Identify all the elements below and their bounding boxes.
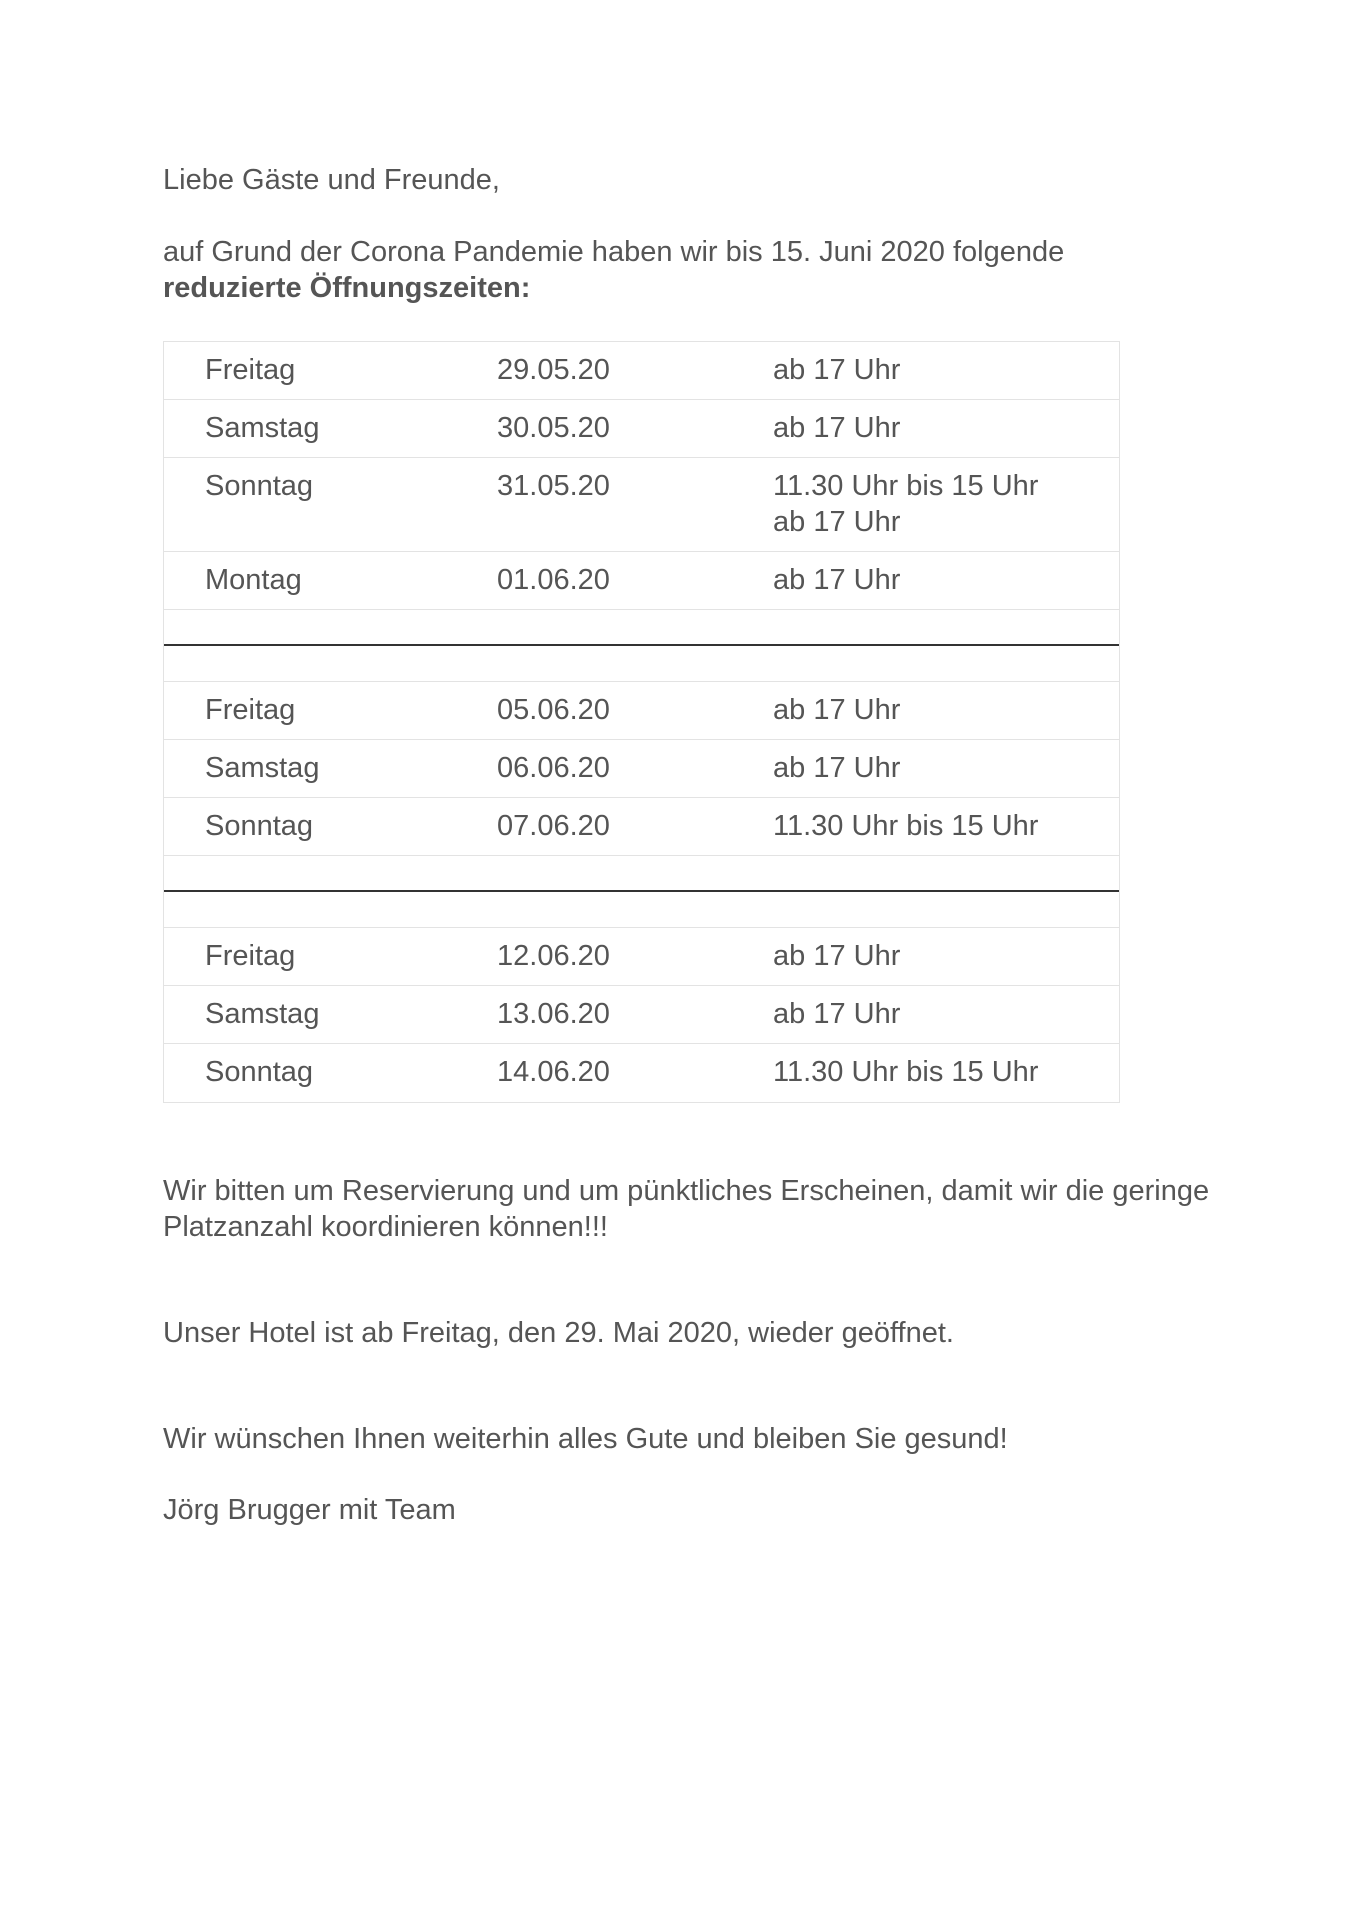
date-cell: 30.05.20: [497, 412, 610, 444]
table-row: [164, 740, 1119, 798]
table-row: [164, 986, 1119, 1044]
date-cell: 06.06.20: [497, 752, 610, 784]
day-cell: Sonntag: [205, 810, 314, 842]
time-cell: ab 17 Uhr: [773, 940, 901, 972]
reservation-line: Platzanzahl koordinieren können!!!: [163, 1211, 608, 1243]
day-cell: Freitag: [205, 940, 296, 972]
reservation-line: Wir bitten um Reservierung und um pünktliches Erscheinen, damit wir die geringe: [163, 1175, 1210, 1207]
opening-hours-table: [163, 341, 1120, 1103]
hotel-note: Unser Hotel ist ab Freitag, den 29. Mai 2020, wieder geöffnet.: [163, 1317, 954, 1349]
day-cell: Samstag: [205, 412, 320, 444]
group-separator: [164, 856, 1119, 892]
day-cell: Sonntag: [205, 470, 314, 502]
table-row: [164, 682, 1119, 740]
day-cell: Montag: [205, 564, 302, 596]
date-cell: 29.05.20: [497, 354, 610, 386]
day-cell: Freitag: [205, 694, 296, 726]
date-cell: 01.06.20: [497, 564, 610, 596]
date-cell: 14.06.20: [497, 1056, 610, 1088]
time-line: 11.30 Uhr bis 15 Uhr: [773, 470, 1039, 502]
reservation-note: [163, 1173, 1223, 1245]
time-cell: ab 17 Uhr: [773, 412, 901, 444]
table-row: [164, 400, 1119, 458]
time-cell: ab 17 Uhr: [773, 564, 901, 596]
empty-row: [164, 646, 1119, 682]
date-cell: 07.06.20: [497, 810, 610, 842]
time-cell: 11.30 Uhr bis 15 Uhr: [773, 1056, 1039, 1088]
day-cell: Sonntag: [205, 1056, 314, 1088]
time-cell: ab 17 Uhr: [773, 354, 901, 386]
day-cell: Freitag: [205, 354, 296, 386]
empty-row: [164, 892, 1119, 928]
date-cell: 05.06.20: [497, 694, 610, 726]
time-cell: ab 17 Uhr: [773, 998, 901, 1030]
time-line: ab 17 Uhr: [773, 506, 901, 538]
date-cell: 31.05.20: [497, 470, 610, 502]
table-row: [164, 1044, 1119, 1102]
time-cell: ab 17 Uhr: [773, 694, 901, 726]
day-cell: Samstag: [205, 998, 320, 1030]
table-row: [164, 552, 1119, 610]
intro-line: auf Grund der Corona Pandemie haben wir bis 15. Juni 2020 folgende: [163, 236, 1065, 268]
group-separator: [164, 610, 1119, 646]
day-cell: Samstag: [205, 752, 320, 784]
date-cell: 12.06.20: [497, 940, 610, 972]
table-row: [164, 342, 1119, 400]
intro-bold-heading: reduzierte Öffnungszeiten:: [163, 272, 531, 304]
table-row: [164, 928, 1119, 986]
time-cell: ab 17 Uhr: [773, 752, 901, 784]
date-cell: 13.06.20: [497, 998, 610, 1030]
intro-paragraph: [163, 234, 1223, 306]
wishes: Wir wünschen Ihnen weiterhin alles Gute und bleiben Sie gesund!: [163, 1423, 1008, 1455]
time-cell: 11.30 Uhr bis 15 Uhr: [773, 810, 1039, 842]
signature: Jörg Brugger mit Team: [163, 1494, 456, 1526]
table-row: [164, 798, 1119, 856]
greeting: Liebe Gäste und Freunde,: [163, 164, 500, 196]
time-cell: [773, 468, 1038, 540]
table-row: [164, 458, 1119, 552]
